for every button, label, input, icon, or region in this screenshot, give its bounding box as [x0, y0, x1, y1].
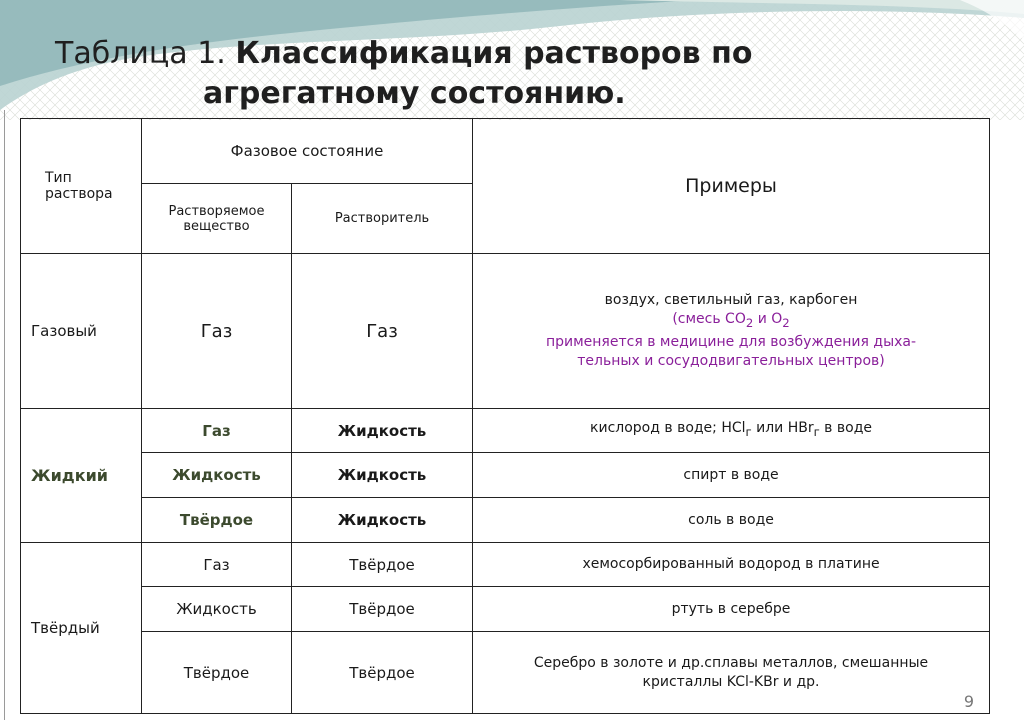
header-solute: Растворяемое вещество: [142, 184, 292, 254]
type-gaseous: Газовый: [21, 254, 142, 409]
liquid-row1-example: [473, 409, 990, 453]
solid-row1-solvent: Твёрдое: [292, 543, 473, 587]
gaseous-example-purple: [477, 310, 985, 371]
header-phase-state: Фазовое состояние: [142, 119, 473, 184]
solid-row3-solute: Твёрдое: [142, 632, 292, 714]
liquid-row1-solute: Газ: [142, 409, 292, 453]
purple-sub-2: 2: [782, 315, 790, 330]
liquid-row1-example-b: или HBr: [751, 420, 814, 437]
liquid-row3-solvent: Жидкость: [292, 498, 473, 543]
purple-text-and: и O: [753, 311, 783, 328]
type-solid: Твёрдый: [21, 543, 142, 714]
solid-row3-solvent: Твёрдое: [292, 632, 473, 714]
gaseous-example: [473, 254, 990, 409]
solid-row2-solute: Жидкость: [142, 587, 292, 632]
gaseous-solvent: Газ: [292, 254, 473, 409]
liquid-row1-sub-b: г: [813, 424, 820, 439]
purple-text-open: (смесь CO: [672, 311, 746, 328]
liquid-row2-solvent: Жидкость: [292, 453, 473, 498]
solid-row3-example: Серебро в золоте и др.сплавы металлов, смешанные кристаллы KCl-KBr и др.: [473, 632, 990, 714]
page-title: [55, 34, 955, 114]
header-type: Тип раствора: [21, 119, 142, 254]
liquid-row1-example-a: кислород в воде; HCl: [590, 420, 746, 437]
purple-text-rest: применяется в медицине для возбуждения дыха-тельных и сосудодвигательных центров): [545, 333, 917, 369]
title-bold-line1: Классификация растворов по: [235, 36, 753, 71]
solid-row1-solute: Газ: [142, 543, 292, 587]
title-lead: Таблица 1.: [55, 36, 226, 71]
classification-table: [20, 118, 990, 714]
title-bold-line2: агрегатному состоянию.: [203, 76, 626, 111]
gaseous-example-line1: воздух, светильный газ, карбоген: [604, 292, 858, 309]
liquid-row3-solute: Твёрдое: [142, 498, 292, 543]
gaseous-solute: Газ: [142, 254, 292, 409]
solid-row2-solvent: Твёрдое: [292, 587, 473, 632]
header-examples: Примеры: [473, 119, 990, 254]
type-liquid: Жидкий: [21, 409, 142, 543]
purple-sub-1: 2: [745, 315, 754, 330]
solid-row1-example: хемосорбированный водород в платине: [473, 543, 990, 587]
liquid-row1-sub-a: г: [745, 424, 752, 439]
liquid-row3-example: соль в воде: [473, 498, 990, 543]
page-number: 9: [963, 692, 974, 711]
solid-row2-example: ртуть в серебре: [473, 587, 990, 632]
liquid-row1-solvent: Жидкость: [292, 409, 473, 453]
liquid-row2-solute: Жидкость: [142, 453, 292, 498]
liquid-row2-example: спирт в воде: [473, 453, 990, 498]
liquid-row1-example-c: в воде: [819, 420, 872, 437]
header-solvent: Растворитель: [292, 184, 473, 254]
left-frame-line: [4, 110, 5, 720]
